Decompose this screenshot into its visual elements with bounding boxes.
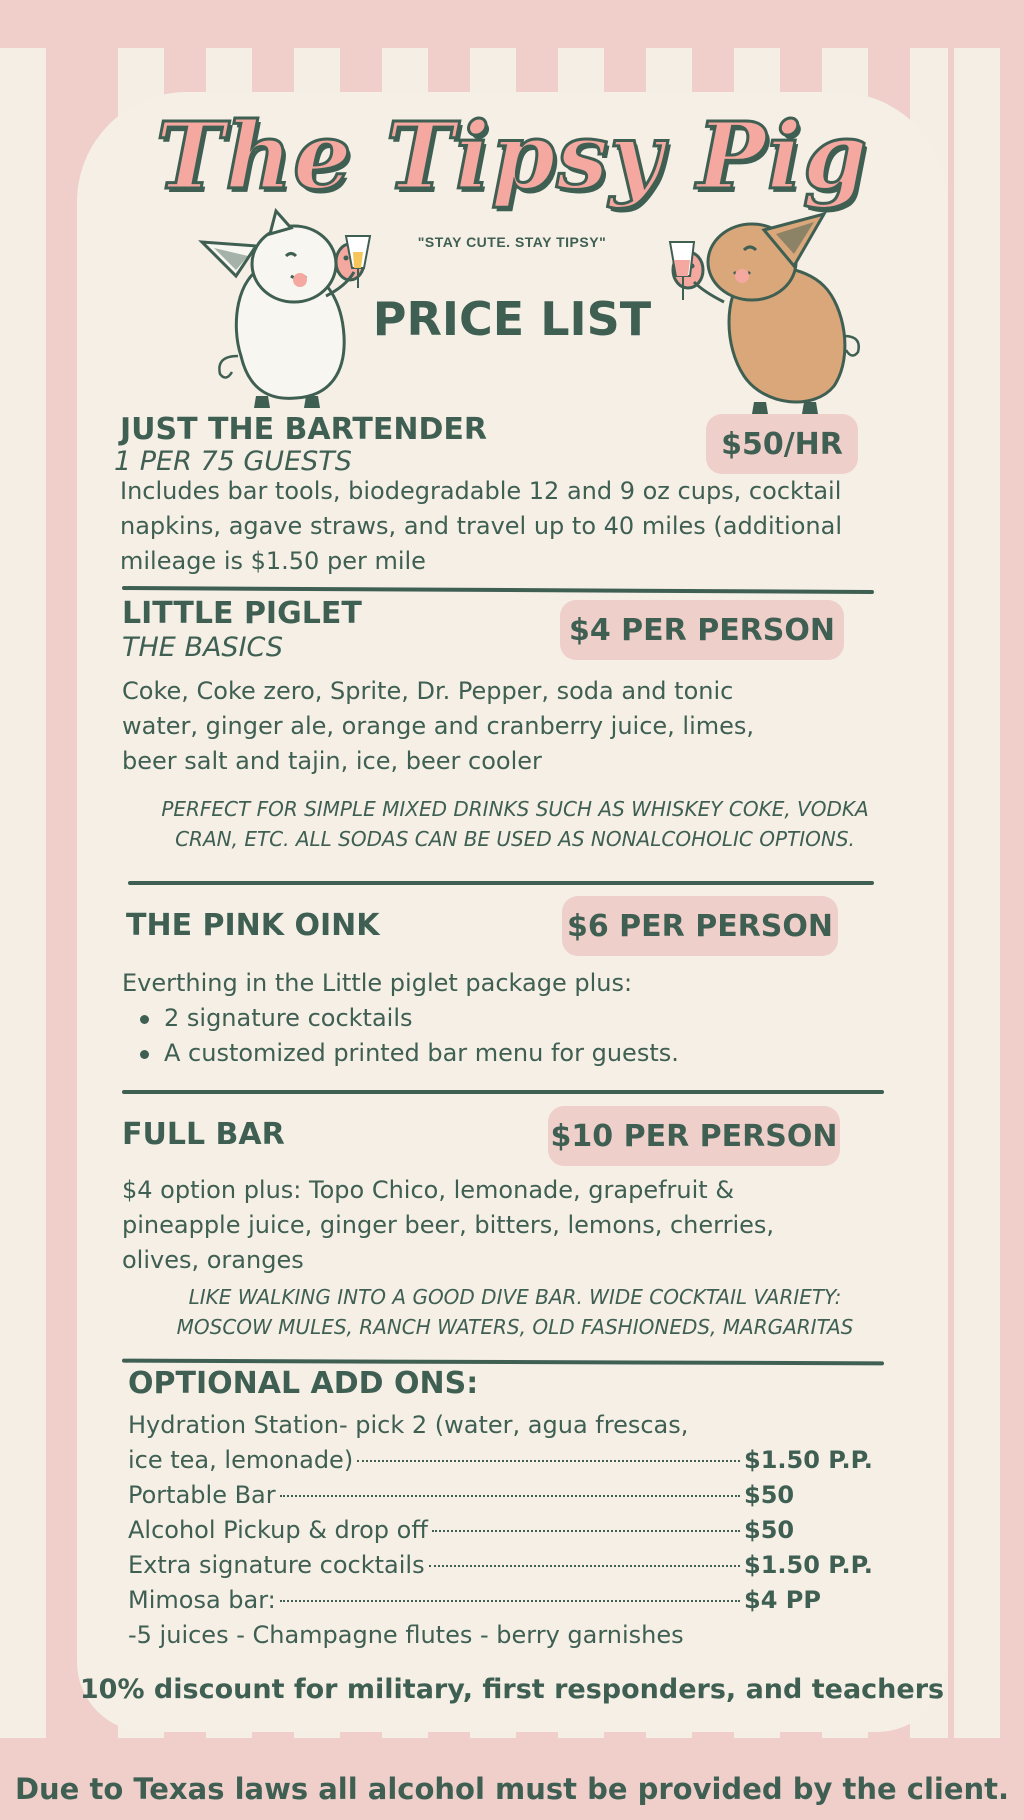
package-title: FULL BAR xyxy=(122,1117,285,1152)
addons-title: OPTIONAL ADD ONS: xyxy=(128,1366,479,1401)
dot-leader xyxy=(280,1600,740,1602)
package-description xyxy=(122,1173,902,1278)
addon-price: $1.50 P.P. xyxy=(744,1446,873,1474)
note-line: PERFECT FOR SIMPLE MIXED DRINKS SUCH AS WHISKEY COKE, VODKA xyxy=(161,797,869,821)
description-line: Includes bar tools, biodegradable 12 and 9 oz cups, cocktail xyxy=(120,477,842,505)
dot-leader xyxy=(280,1495,740,1497)
addon-row xyxy=(128,1443,873,1478)
section-divider xyxy=(122,1090,884,1094)
price-badge: $4 PER PERSON xyxy=(560,600,844,660)
price-badge: $6 PER PERSON xyxy=(562,896,838,956)
description-line: olives, oranges xyxy=(122,1246,304,1274)
addon-hydration-line: Hydration Station- pick 2 (water, agua frescas, xyxy=(128,1411,689,1439)
package-subtitle: 1 PER 75 GUESTS xyxy=(114,446,352,477)
list-item: 2 signature cocktails xyxy=(122,1001,882,1036)
note-line: LIKE WALKING INTO A GOOD DIVE BAR. WIDE COCKTAIL VARIETY: xyxy=(188,1285,842,1309)
addon-label: Alcohol Pickup & drop off xyxy=(128,1516,428,1544)
addon-price: $50 xyxy=(744,1516,795,1544)
addon-price: $4 PP xyxy=(744,1586,821,1614)
section-divider xyxy=(128,881,874,885)
addon-label: Extra signature cocktails xyxy=(128,1551,425,1579)
description-line: water, ginger ale, orange and cranberry juice, limes, xyxy=(122,712,755,740)
white-pig-icon xyxy=(196,206,376,411)
addon-row xyxy=(128,1478,868,1513)
price-badge: $10 PER PERSON xyxy=(548,1106,840,1166)
note-line: MOSCOW MULES, RANCH WATERS, OLD FASHIONEDS, MARGARITAS xyxy=(176,1315,854,1339)
mimosa-detail: -5 juices - Champagne flutes - berry garnishes xyxy=(128,1621,684,1649)
description-line: mileage is $1.50 per mile xyxy=(120,547,426,575)
note-line: CRAN, ETC. ALL SODAS CAN BE USED AS NONALCOHOLIC OPTIONS. xyxy=(175,827,855,851)
tagline: "STAY CUTE. STAY TIPSY" xyxy=(417,234,607,250)
addon-price: $50 xyxy=(744,1481,795,1509)
package-description: Everthing in the Little piglet package plus: xyxy=(122,969,633,997)
package-title: THE PINK OINK xyxy=(126,908,380,943)
package-note xyxy=(100,794,930,854)
description-line: beer salt and tajin, ice, beer cooler xyxy=(122,747,542,775)
package-description xyxy=(120,474,910,579)
addon-row xyxy=(128,1583,868,1618)
discount-note: 10% discount for military, first responders, and teachers xyxy=(79,1674,945,1705)
feature-list xyxy=(122,1001,882,1071)
addon-label: Mimosa bar: xyxy=(128,1586,276,1614)
dot-leader xyxy=(429,1565,740,1567)
addon-row xyxy=(128,1513,868,1548)
addon-label: Portable Bar xyxy=(128,1481,276,1509)
package-subtitle: THE BASICS xyxy=(122,632,284,663)
package-description xyxy=(122,674,882,779)
brown-pig-icon xyxy=(664,206,864,416)
legal-notice: Due to Texas laws all alcohol must be provided by the client. xyxy=(14,1772,1010,1806)
addon-label: ice tea, lemonade) xyxy=(128,1446,354,1474)
list-item: A customized printed bar menu for guests. xyxy=(122,1036,882,1071)
package-title: LITTLE PIGLET xyxy=(122,596,362,631)
dot-leader xyxy=(432,1530,740,1532)
price-list-heading: PRICE LIST xyxy=(372,292,652,346)
addon-price: $1.50 P.P. xyxy=(744,1551,873,1579)
page-title: The Tipsy Pig xyxy=(155,102,869,210)
description-line: Coke, Coke zero, Sprite, Dr. Pepper, soda and tonic xyxy=(122,677,734,705)
addon-row xyxy=(128,1548,873,1583)
package-note xyxy=(100,1282,930,1342)
dot-leader xyxy=(357,1460,740,1462)
description-line: napkins, agave straws, and travel up to 40 miles (additional xyxy=(120,512,842,540)
package-title: JUST THE BARTENDER xyxy=(120,412,487,447)
price-badge: $50/HR xyxy=(706,414,858,474)
description-line: $4 option plus: Topo Chico, lemonade, grapefruit & xyxy=(122,1176,735,1204)
description-line: pineapple juice, ginger beer, bitters, lemons, cherries, xyxy=(122,1211,775,1239)
